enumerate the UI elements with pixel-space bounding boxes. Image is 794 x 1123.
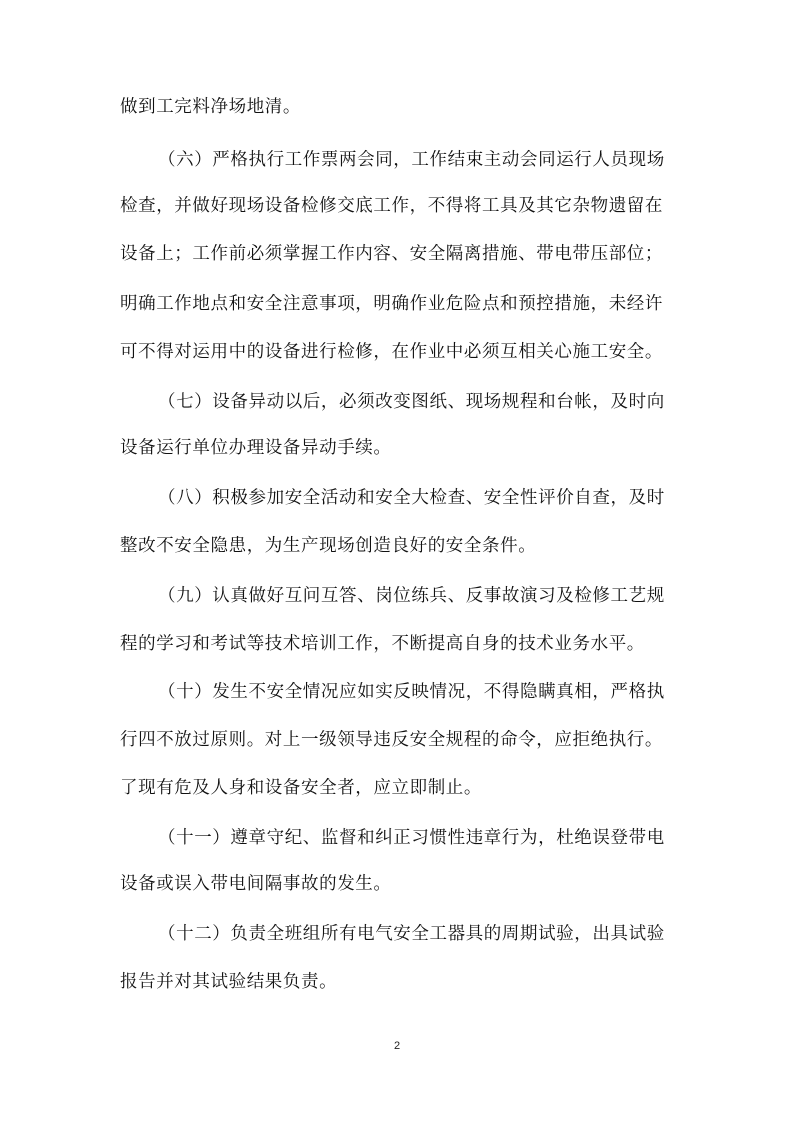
text-line: 设备上；工作前必须掌握工作内容、安全隔离措施、带电带压部位；	[120, 244, 663, 264]
text-line: 设备运行单位办理设备异动手续。	[120, 438, 392, 458]
text-line: 明确工作地点和安全注意事项，明确作业危险点和预控措施，未经许	[120, 294, 663, 314]
text-line: 了现有危及人身和设备安全者，应立即制止。	[120, 778, 482, 798]
text-line: （十）发生不安全情况应如实反映情况，不得隐瞒真相，严格执	[158, 682, 665, 702]
text-line: （八）积极参加安全活动和安全大检查、安全性评价自查，及时	[158, 488, 665, 508]
text-line: 程的学习和考试等技术培训工作，不断提高自身的技术业务水平。	[120, 634, 645, 654]
text-line: 行四不放过原则。对上一级领导违反安全规程的命令，应拒绝执行。	[120, 730, 663, 750]
text-line: 可不得对运用中的设备进行检修，在作业中必须互相关心施工安全。	[120, 342, 663, 362]
text-line: （十二）负责全班组所有电气安全工器具的周期试验，出具试验	[158, 924, 665, 944]
text-line: （六）严格执行工作票两会同，工作结束主动会同运行人员现场	[158, 150, 665, 170]
text-line: （七）设备异动以后，必须改变图纸、现场规程和台帐，及时向	[158, 392, 665, 412]
text-line: 设备或误入带电间隔事故的发生。	[120, 874, 392, 894]
text-line: 检查，并做好现场设备检修交底工作，不得将工具及其它杂物遗留在	[120, 196, 663, 216]
text-line: （十一）遵章守纪、监督和纠正习惯性违章行为，杜绝误登带电	[158, 828, 665, 848]
page-number: 2	[393, 1040, 401, 1052]
text-line: 做到工完料净场地清。	[120, 97, 301, 117]
text-line: 整改不安全隐患，为生产现场创造良好的安全条件。	[120, 536, 537, 556]
text-line: 报告并对其试验结果负责。	[120, 972, 338, 992]
text-line: （九）认真做好互问互答、岗位练兵、反事故演习及检修工艺规	[158, 586, 665, 606]
